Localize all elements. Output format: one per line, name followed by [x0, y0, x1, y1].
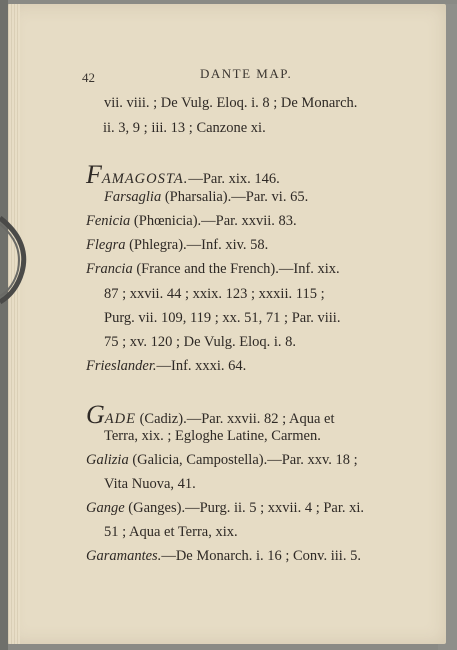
- drop-cap: F: [86, 160, 102, 189]
- text-line: 51 ; Aqua et Terra, xix.: [104, 524, 238, 540]
- running-head: DANTE MAP.: [200, 66, 293, 81]
- entry-refs: (France and the French).—Inf. xix.: [132, 261, 340, 277]
- entry-refs: —Inf. xxxi. 64.: [156, 358, 247, 374]
- entry-refs: (Galicia, Campostella).—Par. xxv. 18 ;: [128, 452, 358, 468]
- entry-headword: Frieslander.: [86, 358, 157, 374]
- entry-headword: AMAGOSTA.: [101, 171, 189, 187]
- entry-galizia: [86, 453, 358, 468]
- entry-francia: [86, 262, 340, 277]
- text-line: ii. 3, 9 ; iii. 13 ; Canzone xi.: [103, 120, 266, 136]
- text-line: Terra, xix. ; Egloghe Latine, Carmen.: [104, 428, 321, 444]
- entry-headword: Galizia: [86, 452, 129, 468]
- entry-garamantes: [86, 549, 361, 564]
- entry-headword: Farsaglia: [104, 189, 162, 205]
- text-line: Purg. vii. 109, 119 ; xx. 51, 71 ; Par. viii.: [104, 310, 341, 326]
- entry-refs: (Cadiz).—Par. xxvii. 82 ; Aqua et: [135, 411, 335, 427]
- scan-left-margin: [0, 0, 8, 650]
- entry-headword: ADE: [104, 411, 136, 427]
- entry-gange: [86, 501, 364, 516]
- entry-refs: (Phlegra).—Inf. xiv. 58.: [125, 237, 269, 253]
- entry-headword: Gange: [86, 500, 125, 516]
- entry-headword: Fenicia: [86, 213, 131, 229]
- entry-gade: [86, 402, 335, 428]
- page-number: 42: [82, 70, 95, 85]
- entry-refs: (Phœnicia).—Par. xxvii. 83.: [130, 213, 297, 229]
- bookmark-ribbon: [0, 210, 34, 310]
- entry-farsaglia: [104, 190, 308, 205]
- entry-headword: Garamantes.: [86, 548, 162, 564]
- entry-refs: —Par. xix. 146.: [188, 171, 280, 187]
- text-line: Vita Nuova, 41.: [104, 476, 196, 492]
- text-line: vii. viii. ; De Vulg. Eloq. i. 8 ; De Monarch.: [104, 95, 358, 111]
- text-line: 87 ; xxvii. 44 ; xxix. 123 ; xxxii. 115 ;: [104, 286, 325, 302]
- text-line: 75 ; xv. 120 ; De Vulg. Eloq. i. 8.: [104, 334, 297, 350]
- entry-famagosta: [86, 162, 280, 188]
- entry-headword: Flegra: [86, 237, 126, 253]
- entry-frieslander: [86, 359, 246, 374]
- entry-refs: (Ganges).—Purg. ii. 5 ; xxvii. 4 ; Par. xi.: [124, 500, 365, 516]
- entry-headword: Francia: [86, 261, 133, 277]
- entry-refs: (Pharsalia).—Par. vi. 65.: [161, 189, 309, 205]
- drop-cap: G: [86, 400, 105, 429]
- entry-refs: —De Monarch. i. 16 ; Conv. iii. 5.: [161, 548, 361, 564]
- entry-fenicia: [86, 214, 297, 229]
- entry-flegra: [86, 238, 268, 253]
- page-edges: [8, 4, 20, 644]
